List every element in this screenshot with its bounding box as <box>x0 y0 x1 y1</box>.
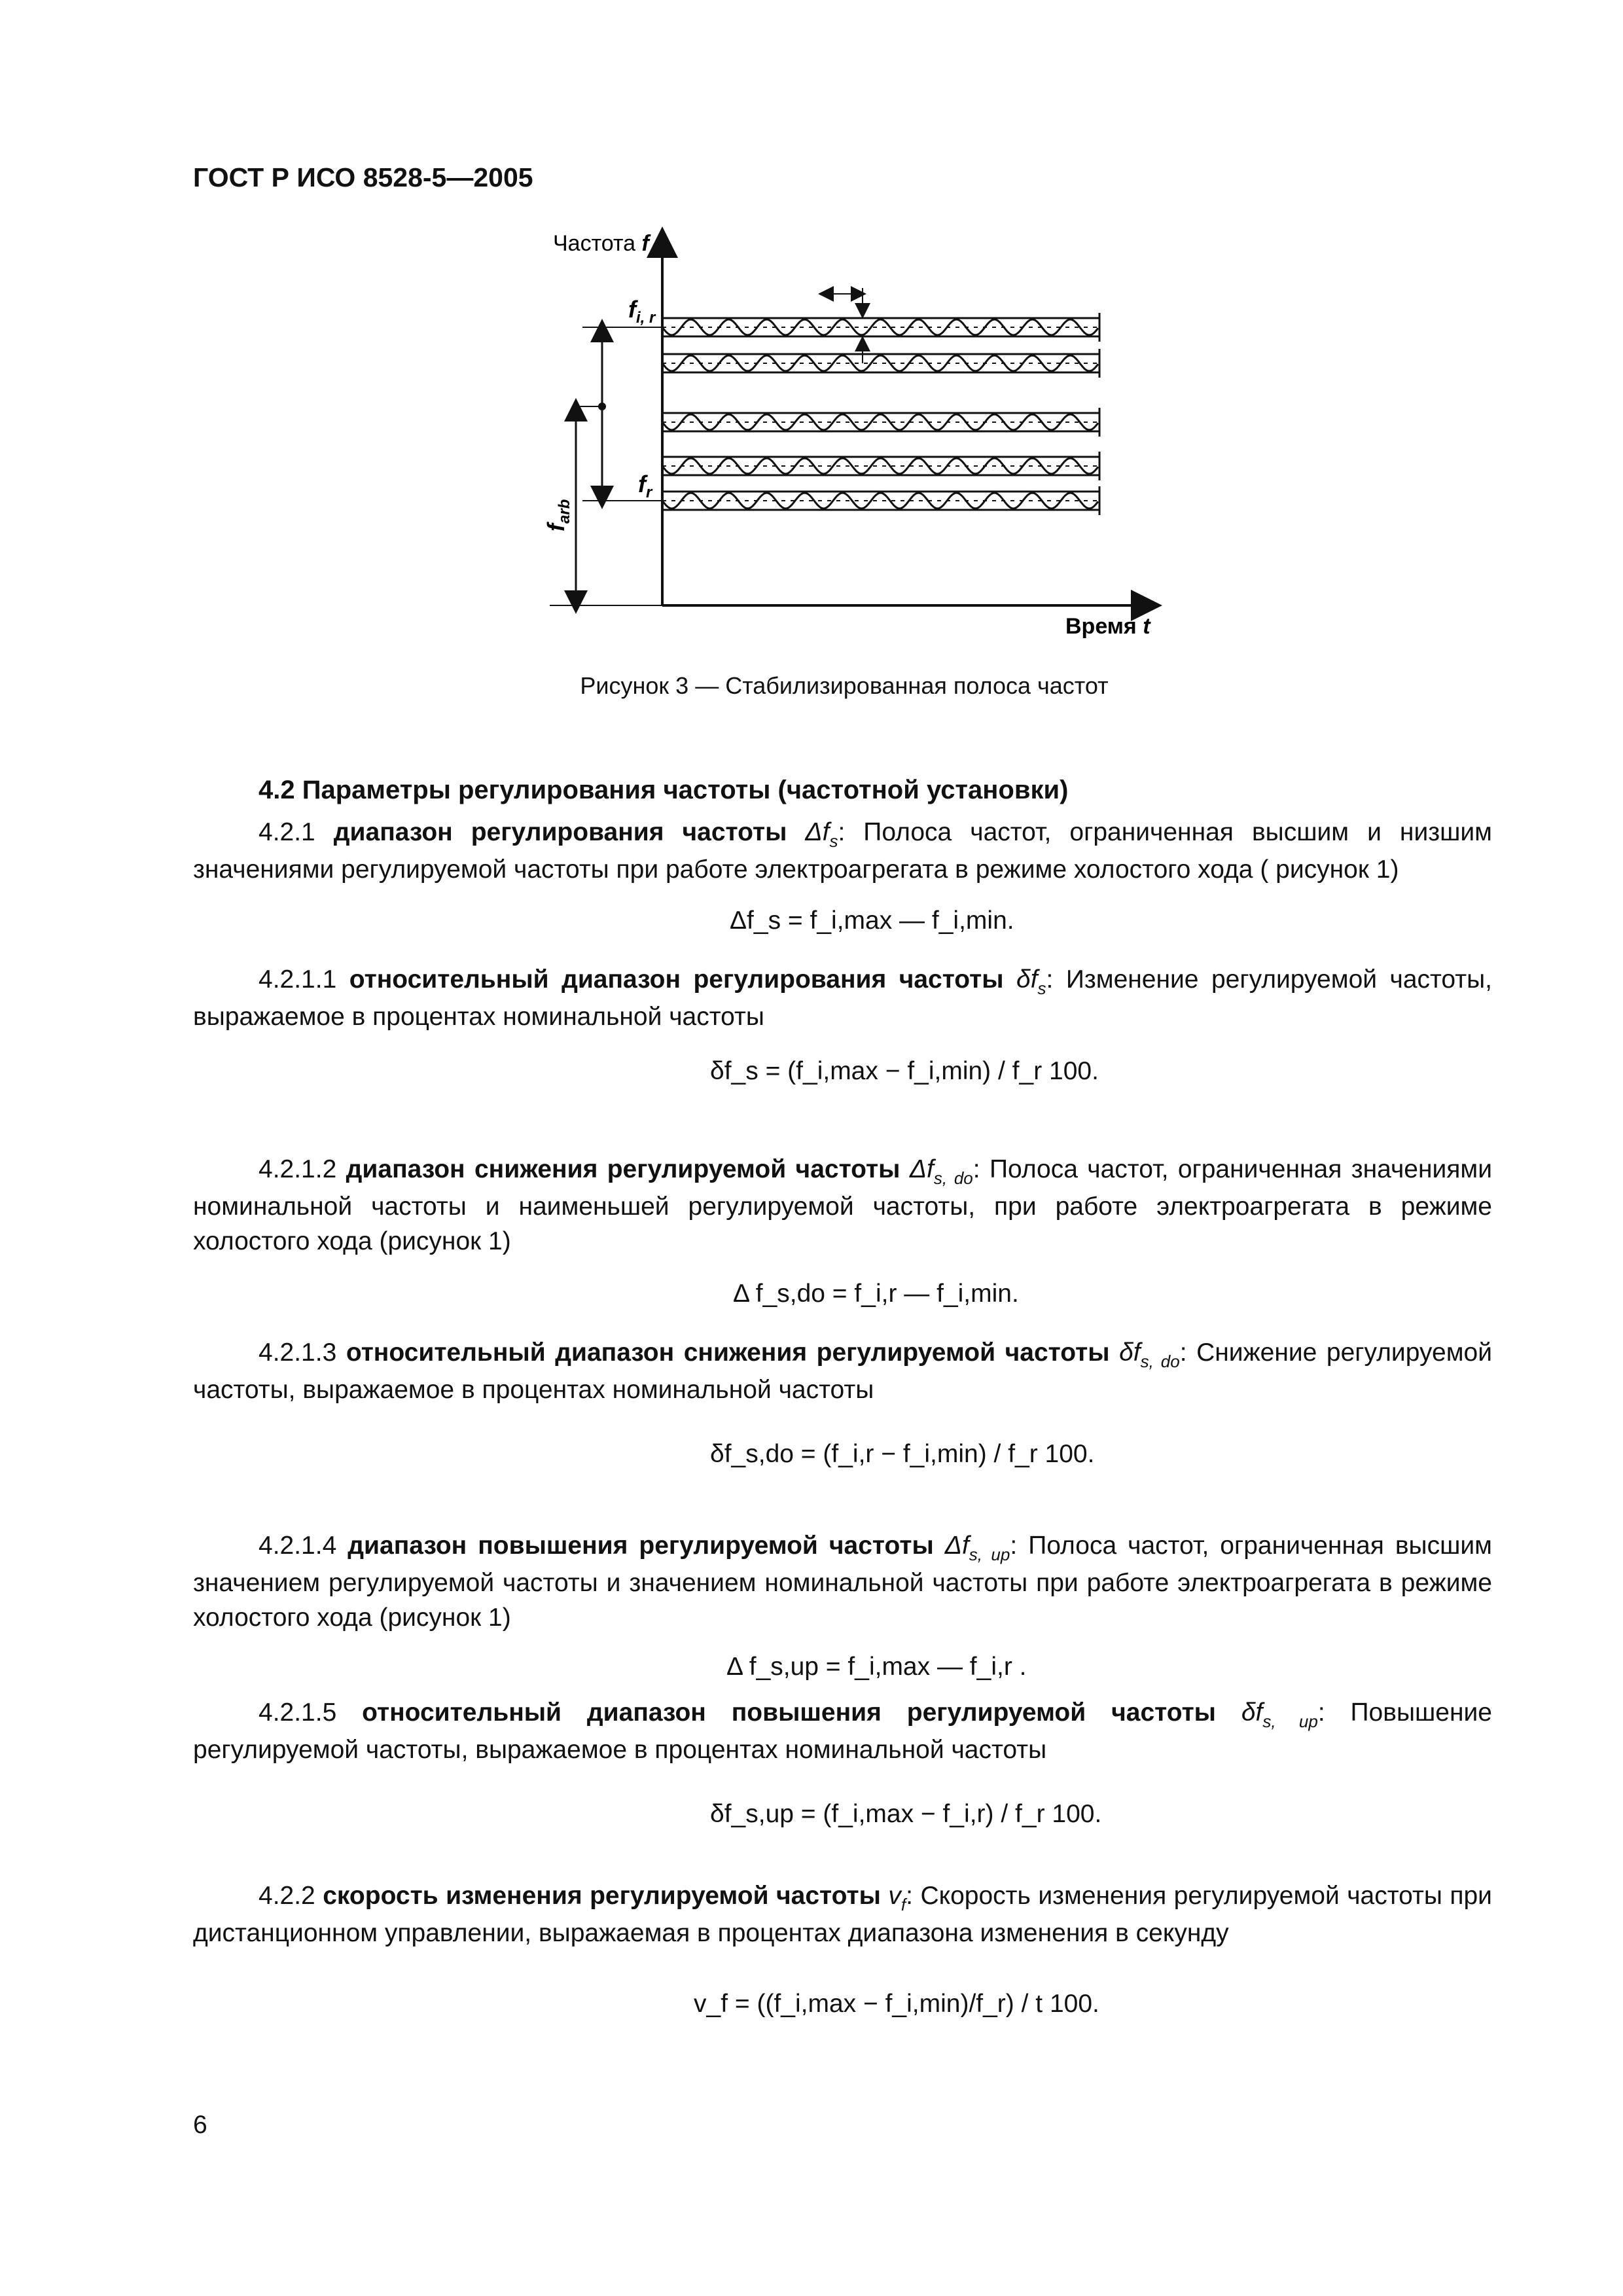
para-4-2-1-1: 4.2.1.1 относительный диапазон регулирования частоты $\delta f_s$: Изменение регулируемой частоты, выражаемое в процентах номинальной частоты <box>193 965 1492 1031</box>
para-4-2-1: 4.2.1 диапазон регулирования частоты $\Delta f_s$: Полоса частот, ограниченная высшим и низшим значениями регулируемой частоты при работе электроагрегата в режиме холостого хода ( рисунок 1) <box>193 818 1492 884</box>
figure-3-stabilized-band <box>0 0 1623 661</box>
document-header: ГОСТ Р ИСО 8528-5—2005 <box>193 162 533 192</box>
para-4-2-2: 4.2.2 скорость изменения регулируемой частоты $v_f$: Скорость изменения регулируемой частоты при дистанционном управлении, выражаемая в процентах диапазона изменения в секунду <box>193 1882 1492 1947</box>
equation-4-2-1-5: δf_s,up = (f_i,max − f_i,r) / f_r 100. <box>710 1800 1102 1828</box>
equation-4-2-1-4: Δ f_s,up = f_i,max — f_i,r . <box>726 1653 1027 1681</box>
section-title: 4.2 Параметры регулирования частоты (частотной установки) <box>259 776 1069 804</box>
para-4-2-1-5: 4.2.1.5 относительный диапазон повышения регулируемой частоты $\delta f_{s, up}$: Повышение регулируемой частоты, выражаемое в процентах номинальной частоты <box>193 1698 1492 1764</box>
equation-4-2-2: v_f = ((f_i,max − f_i,min)/f_r) / t 100. <box>694 1990 1099 2018</box>
equation-4-2-1-1: δf_s = (f_i,max − f_i,min) / f_r 100. <box>710 1057 1099 1085</box>
x-axis-label: Время t <box>1065 614 1150 639</box>
band-5 <box>662 486 1099 515</box>
f-arb-label: $f_{arb}$ <box>543 499 573 531</box>
para-4-2-1-2: 4.2.1.2 диапазон снижения регулируемой частоты $\Delta f_{s, do}$: Полоса частот, ограниченная значениями номинальной частоты и наименьшей регулируемой частоты, при работе электроагрегата в режиме холостого хода (рисунок 1) <box>193 1155 1493 1255</box>
band-2 <box>662 349 1099 378</box>
band-1 <box>662 313 1099 342</box>
frequency-bands <box>662 313 1099 515</box>
equation-4-2-1-3: δf_s,do = (f_i,r − f_i,min) / f_r 100. <box>710 1440 1095 1468</box>
para-4-2-1-3: 4.2.1.3 относительный диапазон снижения регулируемой частоты $\delta f_{s, do}$: Снижение регулируемой частоты, выражаемое в процентах номинальной частоты <box>193 1338 1492 1404</box>
equation-4-2-1-2: Δ f_s,do = f_i,r — f_i,min. <box>733 1280 1019 1308</box>
para-4-2-1-4: 4.2.1.4 диапазон повышения регулируемой частоты $\Delta f_{s, up}$: Полоса частот, ограниченная высшим значением регулируемой частоты и значением номинальной частоты при работе электроагрегата в режиме холостого хода (рисунок 1) <box>193 1532 1492 1632</box>
figure-caption: Рисунок 3 — Стабилизированная полоса частот <box>580 672 1109 699</box>
page-number: 6 <box>193 2111 207 2139</box>
f-ir-label: $f_{i, r}$ <box>628 296 656 327</box>
equation-4-2-1: Δf_s = f_i,max — f_i,min. <box>730 906 1014 935</box>
f-r-label: $f_r$ <box>638 471 652 501</box>
band-4 <box>662 452 1099 480</box>
y-axis-label: Частота f <box>553 231 649 256</box>
band-3 <box>662 408 1099 437</box>
